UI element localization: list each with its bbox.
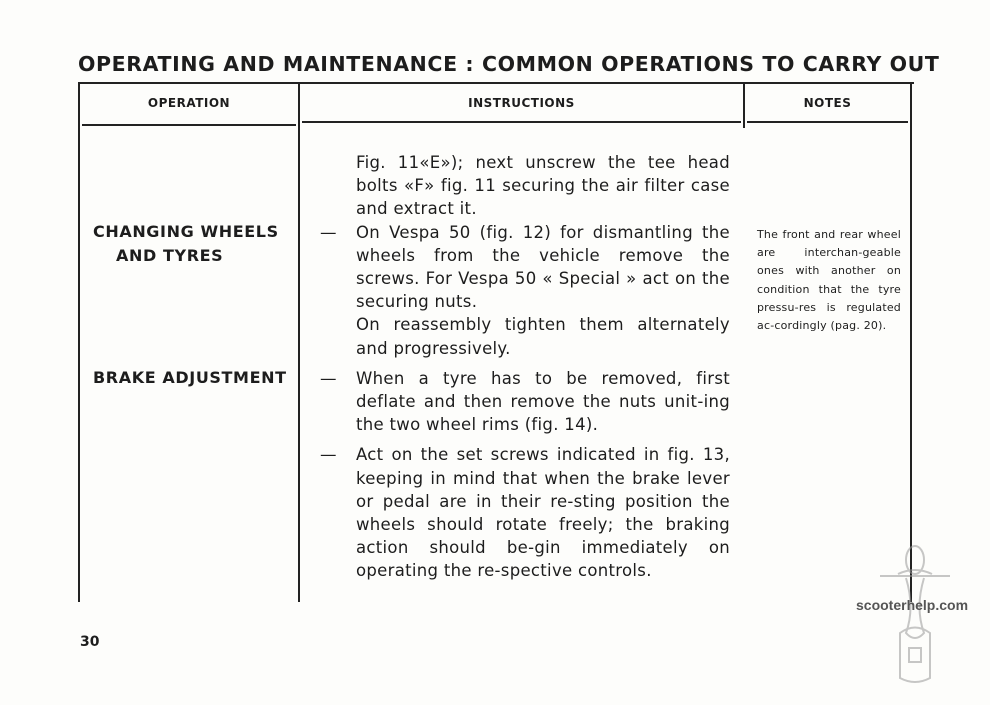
- operation-and-tyres: AND TYRES: [116, 246, 224, 265]
- notes-text: The front and rear wheel are interchan-geable ones with another on condition that the tyre pressu-res is regulated ac-cordingly (pag. 20).: [757, 228, 901, 333]
- page-title: OPERATING AND MAINTENANCE : COMMON OPERATIONS TO CARRY OUT: [78, 52, 940, 76]
- dash-marker: —: [320, 368, 337, 388]
- dash-marker: [318, 151, 356, 221]
- instructions-column: [318, 151, 730, 583]
- table-divider-2: [743, 84, 745, 128]
- operation-changing-wheels: CHANGING WHEELS: [93, 222, 279, 241]
- header-rule-2: [302, 121, 741, 123]
- table-divider-1: [298, 84, 300, 602]
- table-left-border: [78, 84, 80, 602]
- header-notes: NOTES: [803, 96, 852, 110]
- dash-marker: [318, 313, 356, 359]
- page-number: 30: [80, 634, 100, 650]
- header-rule-3: [747, 121, 908, 123]
- instruction-paragraph: [318, 313, 730, 359]
- instruction-text: Act on the set screws indicated in fig. 13, keeping in mind that when the brake lever or pedal are in their re-sting position the wheels should rotate freely; the braking action should be-gin immediately on operating the re-spective controls.: [356, 445, 730, 581]
- header-operation: OPERATION: [147, 96, 231, 110]
- dash-marker: —: [320, 445, 337, 465]
- dash-marker: —: [320, 222, 337, 242]
- instruction-text: On reassembly tighten them alternately and progressively.: [356, 315, 730, 358]
- instruction-paragraph: [318, 367, 730, 437]
- instruction-text: Fig. 11«E»); next unscrew the tee head bolts «F» fig. 11 securing the air filter case and extract it.: [356, 153, 730, 219]
- instruction-text: On Vespa 50 (fig. 12) for dismantling the wheels from the vehicle remove the screws. For Vespa 50 « Special » act on the securing nuts.: [356, 222, 730, 312]
- header-rule-1: [82, 124, 296, 126]
- operation-brake-adjustment: BRAKE ADJUSTMENT: [93, 368, 287, 387]
- instruction-text: When a tyre has to be removed, first deflate and then remove the nuts unit-ing the two wheel rims (fig. 14).: [356, 368, 730, 435]
- table-right-border: [910, 84, 912, 602]
- watermark-text: scooterhelp.com: [856, 597, 969, 613]
- instruction-paragraph: [318, 443, 730, 582]
- instruction-paragraph: [318, 151, 730, 221]
- header-instructions: INSTRUCTIONS: [468, 96, 575, 110]
- vespa-scooter-icon: [876, 538, 954, 688]
- title-rule: [78, 82, 914, 84]
- instruction-paragraph: [318, 221, 730, 314]
